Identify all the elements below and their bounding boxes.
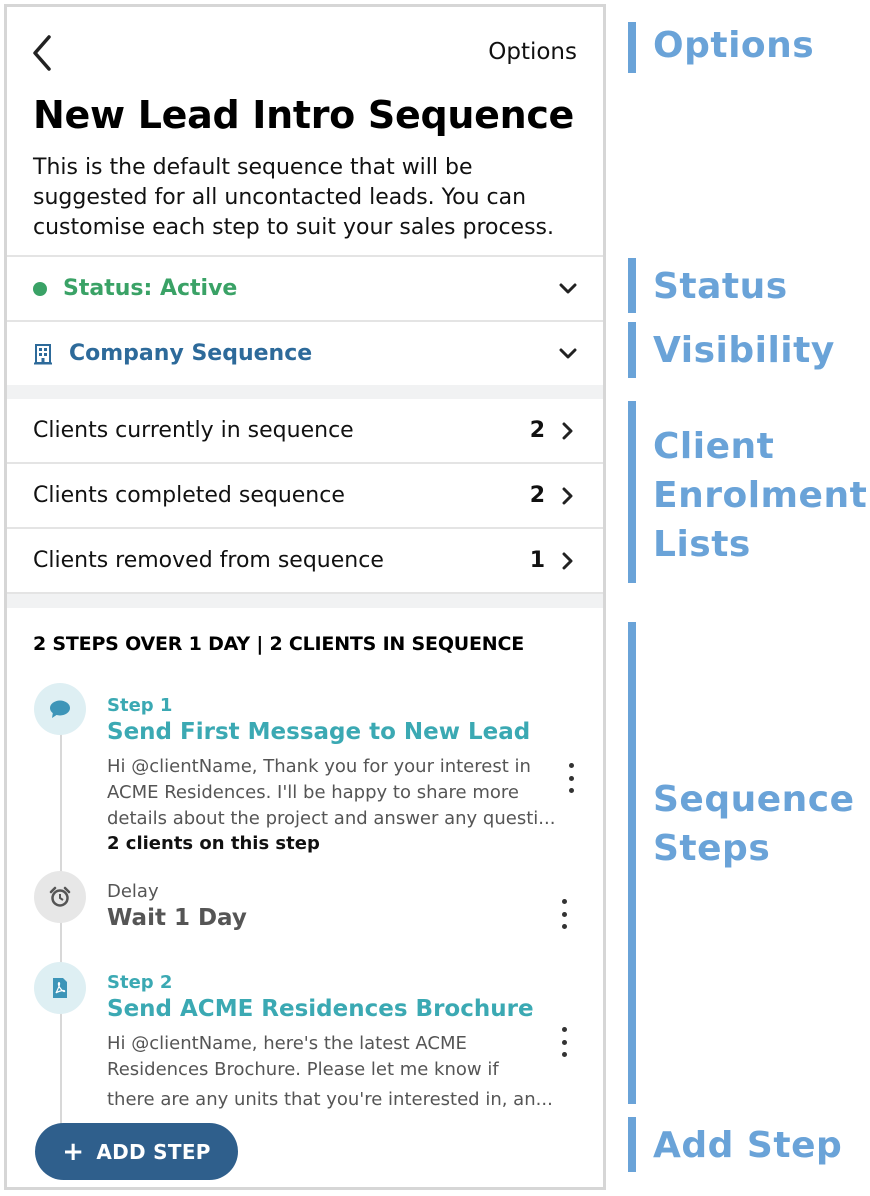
step-title[interactable]: Send First Message to New Lead bbox=[107, 719, 531, 745]
step-2-more-icon[interactable] bbox=[558, 1027, 570, 1057]
delay-more-icon[interactable] bbox=[558, 899, 570, 929]
steps-summary-header: 2 STEPS OVER 1 DAY | 2 CLIENTS IN SEQUENCE bbox=[33, 633, 524, 655]
clients-completed-row[interactable] bbox=[7, 462, 603, 527]
chevron-down-icon bbox=[559, 280, 577, 298]
annotation-sequence-steps-line2: Steps bbox=[653, 828, 771, 869]
visibility-label: Company Sequence bbox=[69, 341, 313, 366]
list-count: 2 bbox=[529, 483, 545, 508]
preview-line: Residences Brochure. Please let me know if bbox=[107, 1059, 499, 1080]
list-label: Clients removed from sequence bbox=[33, 548, 384, 573]
preview-line: there are any units that you're interested in, an... bbox=[107, 1089, 553, 1110]
step-title[interactable]: Send ACME Residences Brochure bbox=[107, 996, 534, 1022]
section-divider bbox=[7, 385, 603, 399]
back-button[interactable] bbox=[29, 33, 57, 73]
options-button[interactable]: Options bbox=[488, 39, 577, 65]
clients-removed-row[interactable] bbox=[7, 527, 603, 592]
annotation-status: Status bbox=[653, 266, 788, 307]
preview-line: Hi @clientName, here's the latest ACME bbox=[107, 1033, 467, 1054]
plus-icon: + bbox=[62, 1136, 85, 1167]
list-label: Clients completed sequence bbox=[33, 483, 345, 508]
annotation-bar-status bbox=[628, 258, 636, 313]
page-title: New Lead Intro Sequence bbox=[33, 93, 575, 137]
annotation-add-step: Add Step bbox=[653, 1125, 843, 1166]
annotation-client-lists-line2: Enrolment bbox=[653, 475, 868, 516]
top-bar bbox=[7, 7, 603, 91]
annotation-sequence-steps-line1: Sequence bbox=[653, 779, 855, 820]
annotation-bar-client-lists bbox=[628, 401, 636, 583]
delay-kicker: Delay bbox=[107, 881, 159, 902]
chevron-right-icon bbox=[559, 552, 577, 570]
step-kicker: Step 2 bbox=[107, 972, 173, 993]
step-message-preview bbox=[107, 1031, 557, 1113]
section-divider bbox=[7, 592, 603, 608]
step-1-more-icon[interactable] bbox=[565, 763, 577, 793]
preview-line: Hi @clientName, Thank you for your interest in bbox=[107, 756, 531, 777]
pdf-file-icon bbox=[34, 962, 86, 1014]
annotation-bar-options bbox=[628, 22, 636, 73]
annotation-client-lists-line1: Client bbox=[653, 426, 775, 467]
annotation-bar-sequence-steps bbox=[628, 622, 636, 1104]
status-active-dot bbox=[33, 282, 47, 296]
step-kicker: Step 1 bbox=[107, 695, 173, 716]
preview-line: details about the project and answer any questi... bbox=[107, 808, 556, 829]
chevron-right-icon bbox=[559, 422, 577, 440]
visibility-dropdown[interactable] bbox=[7, 320, 603, 385]
chevron-down-icon bbox=[559, 345, 577, 363]
annotation-bar-visibility bbox=[628, 322, 636, 378]
chat-bubble-icon bbox=[34, 683, 86, 735]
preview-line: ACME Residences. I'll be happy to share more bbox=[107, 782, 519, 803]
chevron-left-icon bbox=[29, 33, 57, 73]
status-dropdown[interactable] bbox=[7, 255, 603, 320]
alarm-clock-icon bbox=[34, 871, 86, 923]
list-count: 2 bbox=[529, 418, 545, 443]
list-count: 1 bbox=[529, 548, 545, 573]
annotation-options: Options bbox=[653, 25, 815, 66]
status-label: Status: Active bbox=[63, 276, 238, 301]
list-label: Clients currently in sequence bbox=[33, 418, 354, 443]
page-description: This is the default sequence that will be suggested for all uncontacted leads. You can customise each step to suit your sales process. bbox=[33, 155, 555, 240]
step-client-count[interactable]: 2 clients on this step bbox=[107, 833, 320, 854]
add-step-button[interactable] bbox=[35, 1123, 238, 1180]
annotation-bar-add-step bbox=[628, 1117, 636, 1172]
building-icon bbox=[33, 343, 53, 365]
delay-title[interactable]: Wait 1 Day bbox=[107, 905, 247, 931]
annotation-visibility: Visibility bbox=[653, 330, 835, 371]
chevron-right-icon bbox=[559, 487, 577, 505]
annotation-client-lists-line3: Lists bbox=[653, 524, 751, 565]
clients-in-sequence-row[interactable] bbox=[7, 399, 603, 462]
step-message-preview bbox=[107, 754, 557, 832]
add-step-label: ADD STEP bbox=[96, 1139, 211, 1164]
phone-screen bbox=[4, 4, 606, 1190]
